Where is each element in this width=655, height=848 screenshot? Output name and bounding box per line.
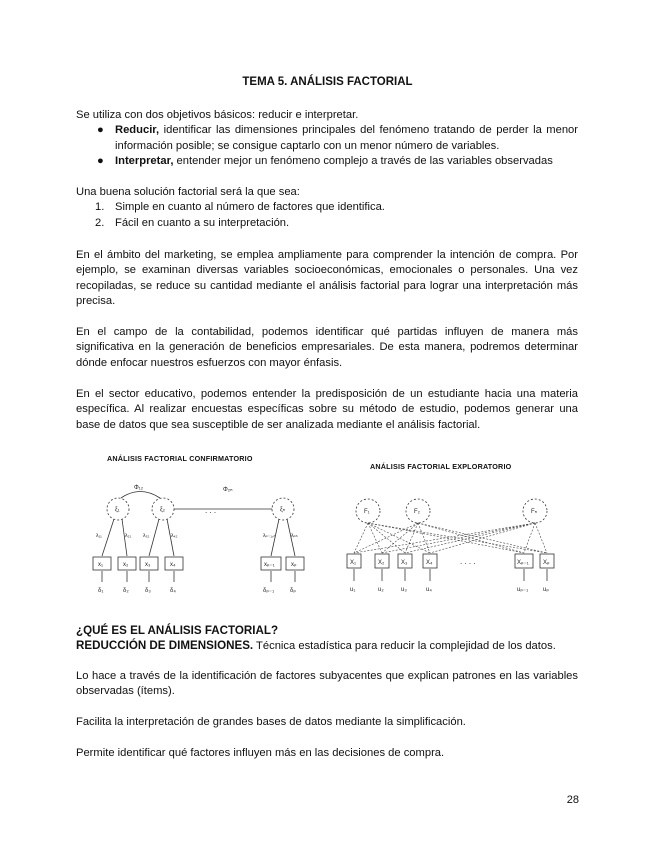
efa-error-label: uₚ₋₁	[517, 587, 529, 593]
cfa-item-label: x₃	[145, 562, 151, 568]
efa-ellipsis: . . . .	[460, 557, 476, 566]
paragraph-text: Permite identificar qué factores influyen más en las decisiones de compra.	[76, 747, 445, 759]
list-number: 2.	[95, 216, 105, 229]
cfa-factor-label: ξ₂	[160, 507, 166, 513]
good-solution-intro: Una buena solución factorial será la que sea:	[76, 186, 300, 198]
definition-term: REDUCCIÓN DE DIMENSIONES.	[76, 639, 254, 652]
cfa-factor-label: ξₙ	[280, 507, 286, 513]
good-solution-list	[76, 200, 578, 231]
cfa-item-label: x₁	[98, 562, 104, 568]
good-solution-section	[76, 185, 578, 231]
cfa-phi-label: Φ₂ₙ	[223, 487, 233, 493]
cfa-error-label: δₚ	[290, 588, 296, 594]
factor-diagrams	[85, 449, 585, 599]
cfa-error-label: δₚ₋₁	[263, 588, 275, 594]
paragraph-education	[76, 387, 578, 433]
efa-item-label: X₃	[401, 560, 408, 566]
bullet-icon: ●	[97, 124, 104, 137]
list-item	[76, 216, 578, 231]
efa-item-label: Xₚ₋₁	[517, 560, 529, 566]
cfa-loading-label: λₚₙ	[291, 533, 298, 539]
paragraph-accounting	[76, 325, 578, 371]
objective-text: entender mejor un fenómeno complejo a través de las variables observadas	[173, 155, 553, 168]
cfa-error-label: δ₄	[170, 588, 176, 594]
cfa-error-label: δ₂	[123, 588, 129, 594]
efa-error-label: u₃	[401, 587, 407, 593]
intro-text: Se utiliza con dos objetivos básicos: reducir e interpretar.	[76, 109, 359, 121]
list-item	[76, 200, 578, 215]
definition-line	[76, 638, 596, 654]
efa-loading-lines	[354, 523, 547, 553]
efa-error-label: u₂	[378, 587, 384, 593]
cfa-factor-label: ξ₁	[115, 507, 120, 513]
list-number: 1.	[95, 201, 105, 214]
paragraph-text: Facilita la interpretación de grandes bases de datos mediante la simplificación.	[76, 716, 466, 728]
factor-analysis-figure	[85, 449, 585, 599]
paragraph-text: En el ámbito del marketing, se emplea ampliamente para comprender la intención de compra. Por ejemplo, se examinan diversas variables socioeconómicas, emocionales o personales. Una vez recopiladas, se reduce su cantidad mediante el análisis factorial para lograr una interpretación más precisa.	[76, 249, 578, 308]
list-item-text: Fácil en cuanto a su interpretación.	[115, 216, 290, 229]
efa-error-label: u₄	[426, 587, 432, 593]
paragraph-text: En el campo de la contabilidad, podemos identificar qué partidas influyen de manera más significativa en la generación de beneficios empresariales. De esta manera, podremos determinar dónde enfocar nuestros esfuerzos con mayor énfasis.	[76, 326, 578, 369]
cfa-error-label: δ₃	[145, 588, 151, 594]
exploratory-title: ANÁLISIS FACTORIAL EXPLORATORIO	[370, 462, 512, 471]
efa-error-label: u₁	[350, 587, 356, 593]
list-item	[76, 123, 578, 154]
section-heading: ¿QUÉ ES EL ANÁLISIS FACTORIAL?	[76, 624, 279, 637]
objective-term: Interpretar,	[115, 155, 174, 168]
objectives-list	[76, 123, 578, 169]
cfa-item-label: x₂	[123, 562, 129, 568]
efa-factor-label: F₂	[414, 509, 420, 515]
efa-factor-label: Fₙ	[531, 509, 538, 515]
cfa-ellipsis: . . .	[205, 506, 217, 515]
efa-item-label: X₁	[350, 560, 357, 566]
cfa-item-label: xₚ	[291, 562, 297, 568]
efa-item-label: Xₚ	[543, 560, 550, 566]
paragraph-marketing	[76, 248, 578, 310]
efa-factor-label: F₁	[364, 509, 370, 515]
confirmatory-title: ANÁLISIS FACTORIAL CONFIRMATORIO	[107, 454, 253, 463]
cfa-correlation-arc	[121, 492, 160, 499]
page-title: TEMA 5. ANÁLISIS FACTORIAL	[242, 76, 413, 88]
definition-text: Técnica estadística para reducir la complejidad de los datos.	[253, 640, 556, 652]
objective-text: identificar las dimensiones principales del fenómeno tratando de perder la menor información posible; se consigue captarlo con un menor número de variables.	[115, 124, 578, 152]
cfa-error-label: δ₁	[98, 588, 104, 594]
efa-item-label: X₂	[378, 560, 385, 566]
efa-item-label: X₄	[426, 560, 433, 566]
section2-paragraph	[76, 746, 578, 761]
section2-paragraph	[76, 669, 578, 700]
bullet-icon: ●	[97, 155, 104, 168]
cfa-loading-label: λ₁₁	[96, 533, 102, 539]
section2-paragraph	[76, 715, 578, 730]
paragraph-text: En el sector educativo, podemos entender la predisposición de un estudiante hacia una materia específica. Al realizar encuestas específicas sobre su método de estudio, podemos generar una base de datos que sea susceptible de ser analizada mediante el análisis factorial.	[76, 388, 578, 431]
cfa-phi-label: Φ₁₂	[134, 485, 144, 491]
cfa-loading-label: λ₄₂	[171, 533, 178, 539]
cfa-item-label: x₄	[170, 562, 176, 568]
efa-error-label: uₚ	[543, 587, 549, 593]
page-number: 28	[566, 794, 579, 806]
objectives-section	[76, 108, 578, 170]
paragraph-text: Lo hace a través de la identificación de factores subyacentes que explican patrones en las variables observadas (ítems).	[76, 670, 578, 698]
list-item-text: Simple en cuanto al número de factores que identifica.	[115, 201, 385, 214]
list-item	[76, 154, 578, 169]
cfa-loading-label: λ₃₂	[143, 533, 150, 539]
cfa-loading-label: λ₂₁	[125, 533, 132, 539]
cfa-loading-label: λₚ₋₁,ₙ	[263, 533, 276, 539]
cfa-item-label: xₚ₋₁	[264, 562, 275, 568]
objective-term: Reducir,	[115, 124, 160, 137]
